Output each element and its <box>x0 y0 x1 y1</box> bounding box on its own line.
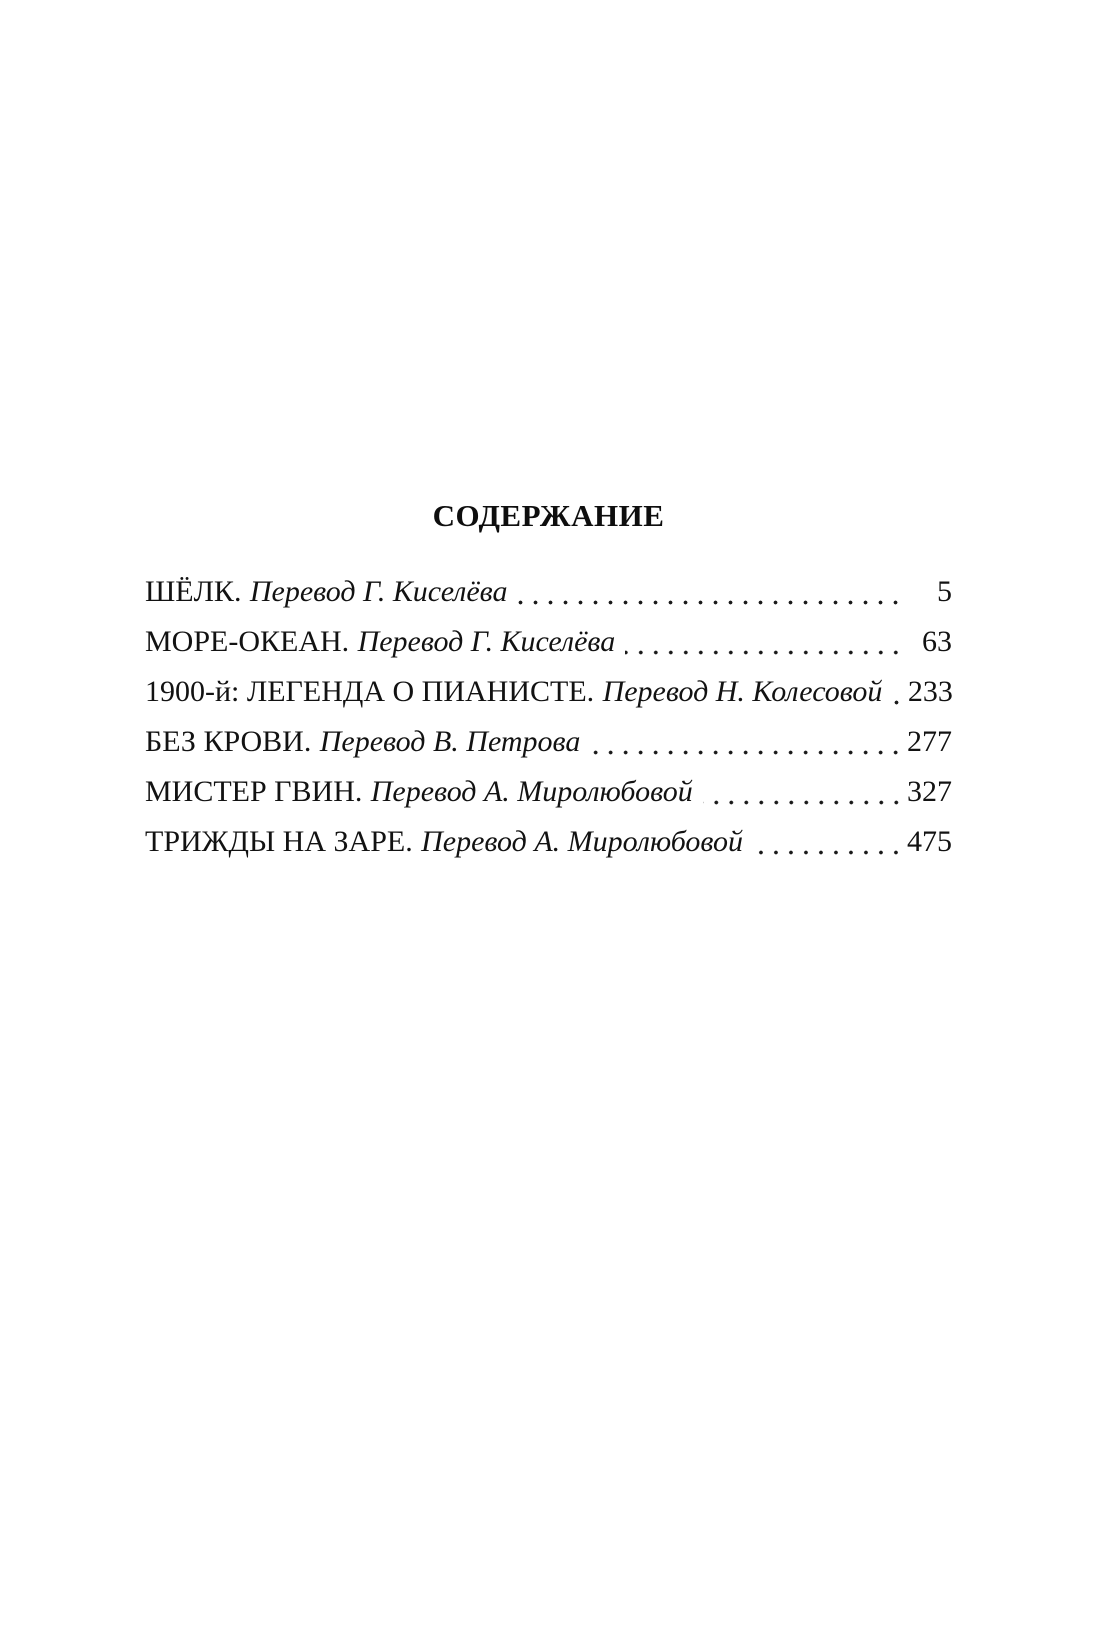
dot-leader <box>753 817 903 867</box>
dot-leader <box>517 567 903 617</box>
toc-entry-translator: Перевод Г. Киселёва <box>357 625 616 658</box>
dot-leader <box>590 717 903 767</box>
dot-leader <box>703 767 904 817</box>
toc-entry <box>145 567 952 617</box>
toc-heading: СОДЕРЖАНИЕ <box>432 498 665 533</box>
toc-entry-title: МИСТЕР ГВИН. <box>145 775 363 808</box>
toc-entry <box>145 817 952 867</box>
toc-entry-title: ТРИЖДЫ НА ЗАРЕ. <box>145 825 413 858</box>
toc-entry-translator: Перевод В. Петрова <box>319 725 581 758</box>
toc-list <box>145 567 952 867</box>
toc-entry <box>145 767 952 817</box>
toc-entry <box>145 717 952 767</box>
toc-entry-translator: Перевод А. Миролюбовой <box>370 775 693 808</box>
toc-entry-title: МОРЕ-ОКЕАН. <box>145 625 350 658</box>
toc-entry-title: ШЁЛК. <box>145 575 242 608</box>
toc-entry-translator: Перевод Н. Колесовой <box>602 675 883 708</box>
toc-entry-page-number: 277 <box>907 725 952 758</box>
toc-entry <box>145 667 952 717</box>
toc-entry-title: 1900-й: ЛЕГЕНДА О ПИАНИСТЕ. <box>145 675 595 708</box>
toc-entry-page-number: 63 <box>922 625 952 658</box>
toc-entry-translator: Перевод А. Миролюбовой <box>421 825 744 858</box>
toc-entry-page-number: 5 <box>937 575 952 608</box>
dot-leader <box>625 617 903 667</box>
toc-entry-title: БЕЗ КРОВИ. <box>145 725 312 758</box>
toc-entry-page-number: 327 <box>907 775 952 808</box>
dot-leader <box>892 667 904 717</box>
toc-entry-page-number: 233 <box>907 675 953 708</box>
toc-entry-translator: Перевод Г. Киселёва <box>249 575 508 608</box>
toc-entry <box>145 617 952 667</box>
toc-entry-page-number: 475 <box>907 825 952 858</box>
